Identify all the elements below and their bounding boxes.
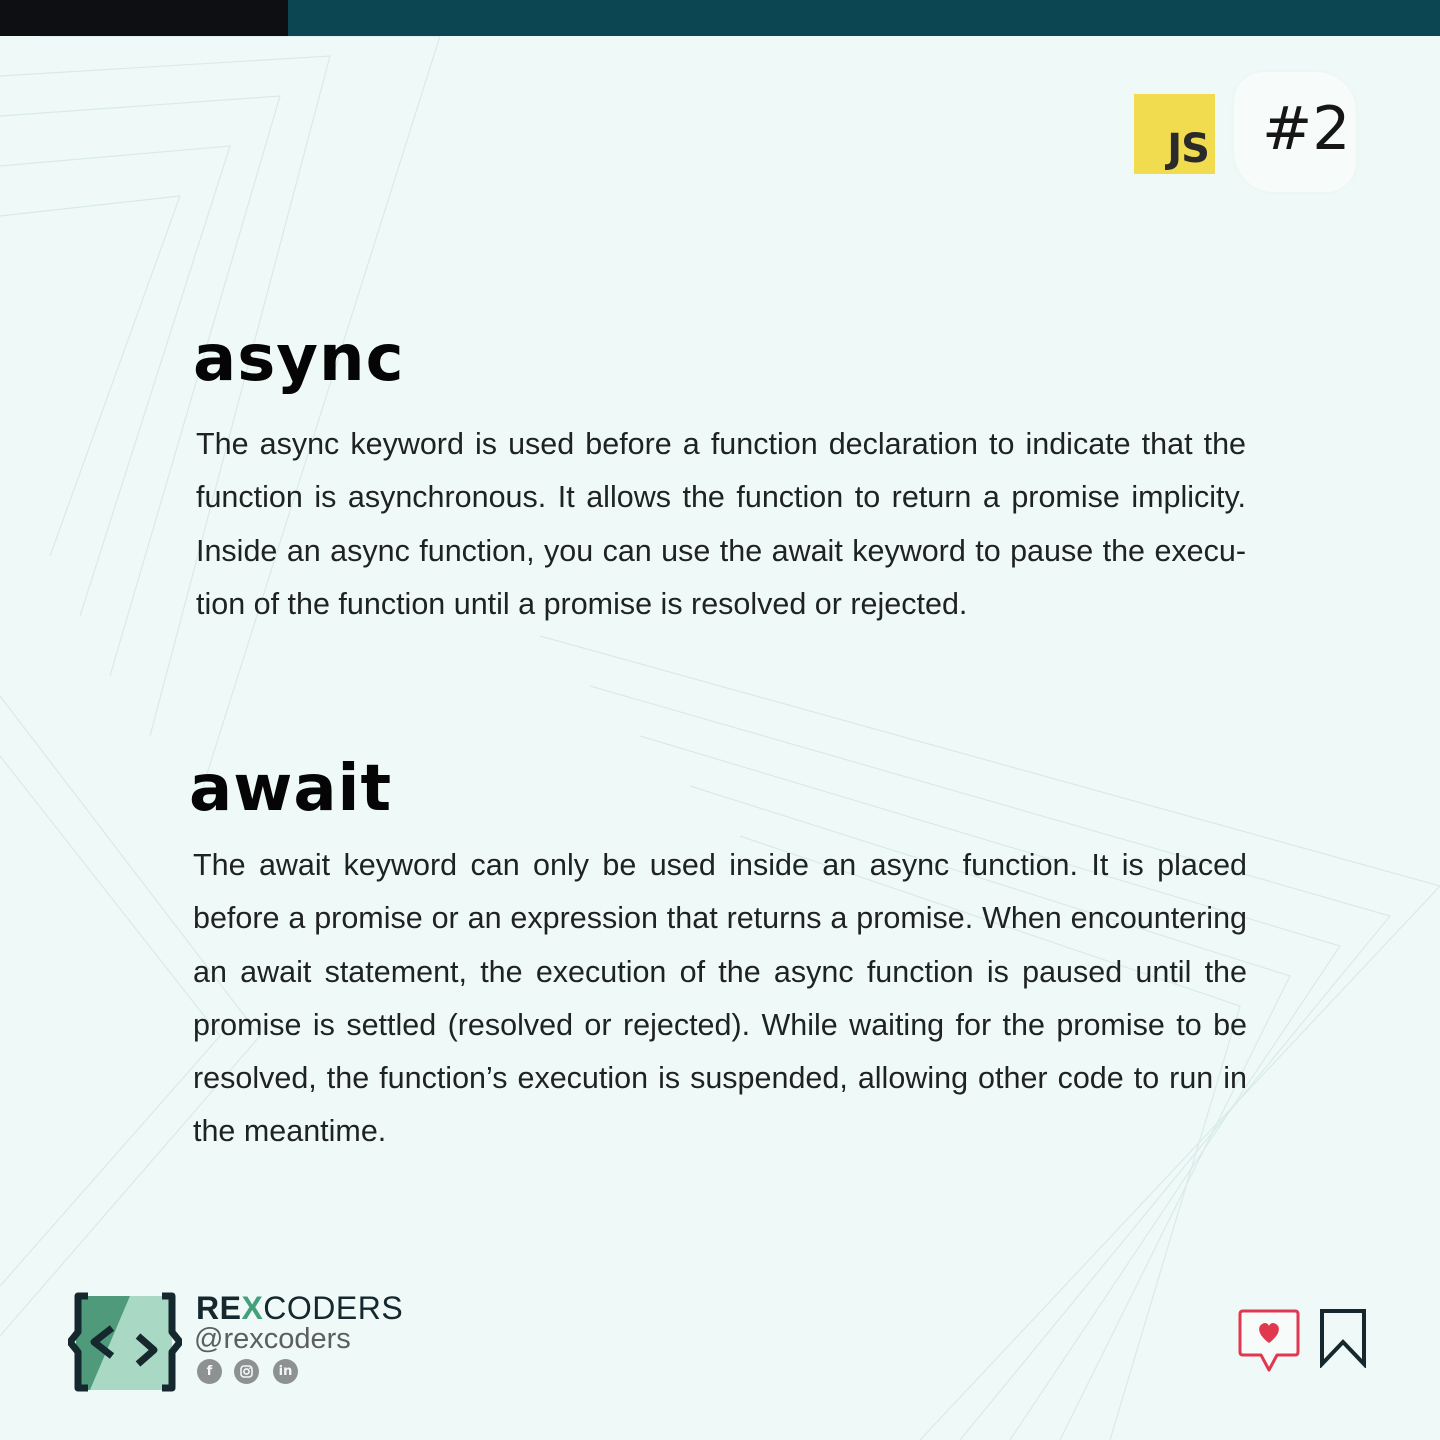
post-number: #2 bbox=[1262, 94, 1351, 164]
paragraph-await: The await keyword can only be used inside an async function. It is placed before a promise or an expression that returns a promise. When encountering an await statement, the execution of the async function is paused until the promise is settled (resolved or rejected). While waiting for the promise to be resolved, the function’s execution is suspended, allowing other code to run in the meantime. bbox=[193, 848, 1247, 1149]
js-logo bbox=[1134, 94, 1215, 174]
paragraph-async: The async keyword is used before a function declaration to indicate that the function is asynchronous. It allows the function to return a promise implicity. Inside an async function, you can use the await keyword to pause the execution of the function until a promise is resolved or rejected. bbox=[196, 427, 1246, 621]
linkedin-icon[interactable]: in bbox=[273, 1359, 298, 1384]
brand-name: REXCODERS bbox=[196, 1290, 404, 1326]
top-bar bbox=[0, 0, 1440, 36]
bookmark-icon[interactable] bbox=[1318, 1308, 1368, 1368]
instagram-icon[interactable] bbox=[234, 1359, 259, 1384]
post-number-badge bbox=[1234, 72, 1356, 192]
js-logo-label: JS bbox=[1167, 126, 1209, 172]
facebook-icon[interactable]: f bbox=[197, 1359, 222, 1384]
rexcoders-logo bbox=[68, 1292, 182, 1392]
heading-await: await bbox=[189, 752, 393, 826]
background-pattern bbox=[0, 36, 1440, 1440]
heading-async: async bbox=[193, 322, 405, 396]
top-bar-accent bbox=[0, 0, 288, 36]
brand-handle: @rexcoders bbox=[194, 1323, 351, 1355]
like-icon[interactable] bbox=[1238, 1308, 1300, 1374]
